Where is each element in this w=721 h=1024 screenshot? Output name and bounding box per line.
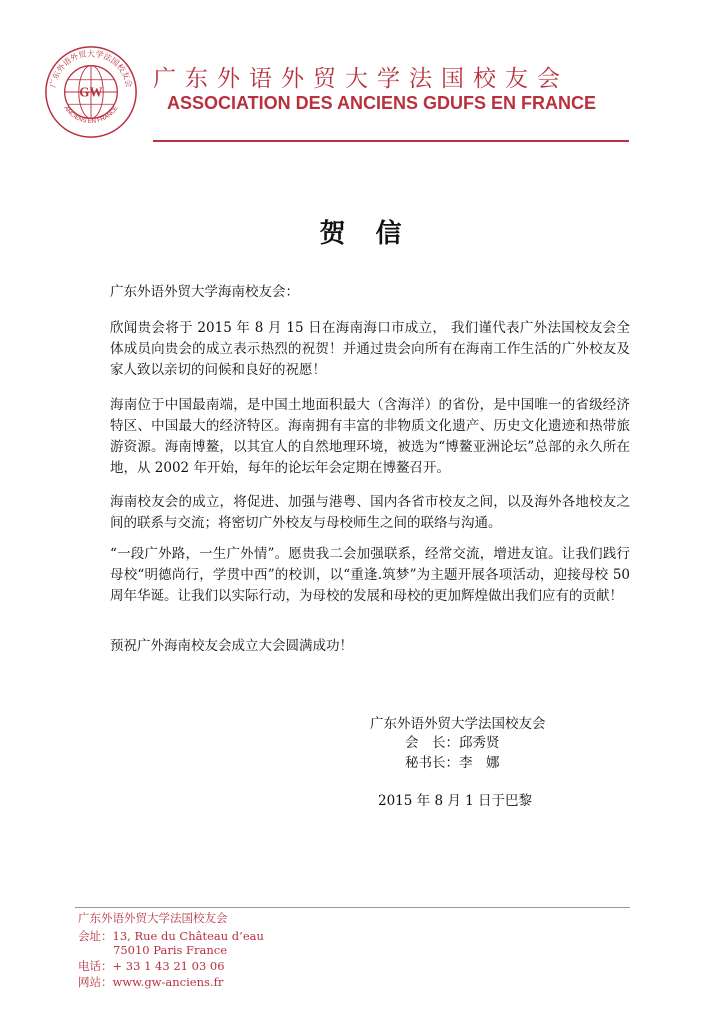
footer-phone: 电话：+ 33 1 43 21 03 06 [78,959,225,973]
paragraph-alumni-link: 海南校友会的成立，将促进、加强与港粤、国内各省市校友之间，以及海外各地校友之间的联系与交流；将密切广外校友与母校师生之间的联络与沟通。 [110,494,630,531]
org-name-french: ASSOCIATION DES ANCIENS GDUFS EN FRANCE [167,93,597,113]
signature-date: 2015 年 8 月 1 日于巴黎 [378,793,532,809]
svg-text:广东外语外贸大学法国校友会: 广东外语外贸大学法国校友会 [48,49,134,89]
svg-text:GW: GW [79,84,103,100]
footer-address-line2: 75010 Paris France [113,943,228,957]
signature-secretary: 秘书长：李 娜 [405,755,500,771]
footer-address-line1: 会址：13, Rue du Château d’eau [78,929,264,943]
association-logo [44,45,138,139]
footer-website-link[interactable]: 网站：www.gw-anciens.fr [78,975,224,989]
letter-title: 贺信 [319,219,432,249]
footer-divider [75,907,630,908]
paragraph-congratulations: 欣闻贵会将于 2015 年 8 月 15 日在海南海口市成立， 我们谨代表广外法国校友会全体成员向贵会的成立表示热烈的祝贺！并通过贵会向所有在海南工作生活的广外校友及家人致以亲切的问候和良好的祝愿！ [110,320,630,378]
org-name-chinese: 广东外语外贸大学法国校友会 [153,66,569,92]
salutation: 广东外语外贸大学海南校友会： [110,284,299,300]
paragraph-motto: “一段广外路，一生广外情”。愿贵我二会加强联系，经常交流，增进友谊。让我们践行母校“明德尚行，学贯中西”的校训，以“重逢.筑梦”为主题开展各项活动，迎接母校 50 周年华诞。让我们以实际行动，为母校的发展和母校的更加辉煌做出我们应有的贡献！ [110,546,630,604]
header-divider [153,140,629,142]
paragraph-hainan-intro: 海南位于中国最南端，是中国土地面积最大（含海洋）的省份，是中国唯一的省级经济特区、中国最大的经济特区。海南拥有丰富的非物质文化遗产、历史文化遗迹和热带旅游资源。海南博鳌，以其宜人的自然地理环境，被选为“博鳌亚洲论坛”总部的永久所在地，从 2002 年开始，每年的论坛年会定期在博鳌召开。 [110,397,630,476]
signature-president: 会 长：邱秀贤 [405,735,500,751]
svg-text:ANCIENS EN FRANCE: ANCIENS EN FRANCE [62,104,120,126]
paragraph-wishes: 预祝广外海南校友会成立大会圆满成功！ [110,638,353,654]
footer-org: 广东外语外贸大学法国校友会 [78,911,228,925]
signature-org: 广东外语外贸大学法国校友会 [370,716,546,732]
